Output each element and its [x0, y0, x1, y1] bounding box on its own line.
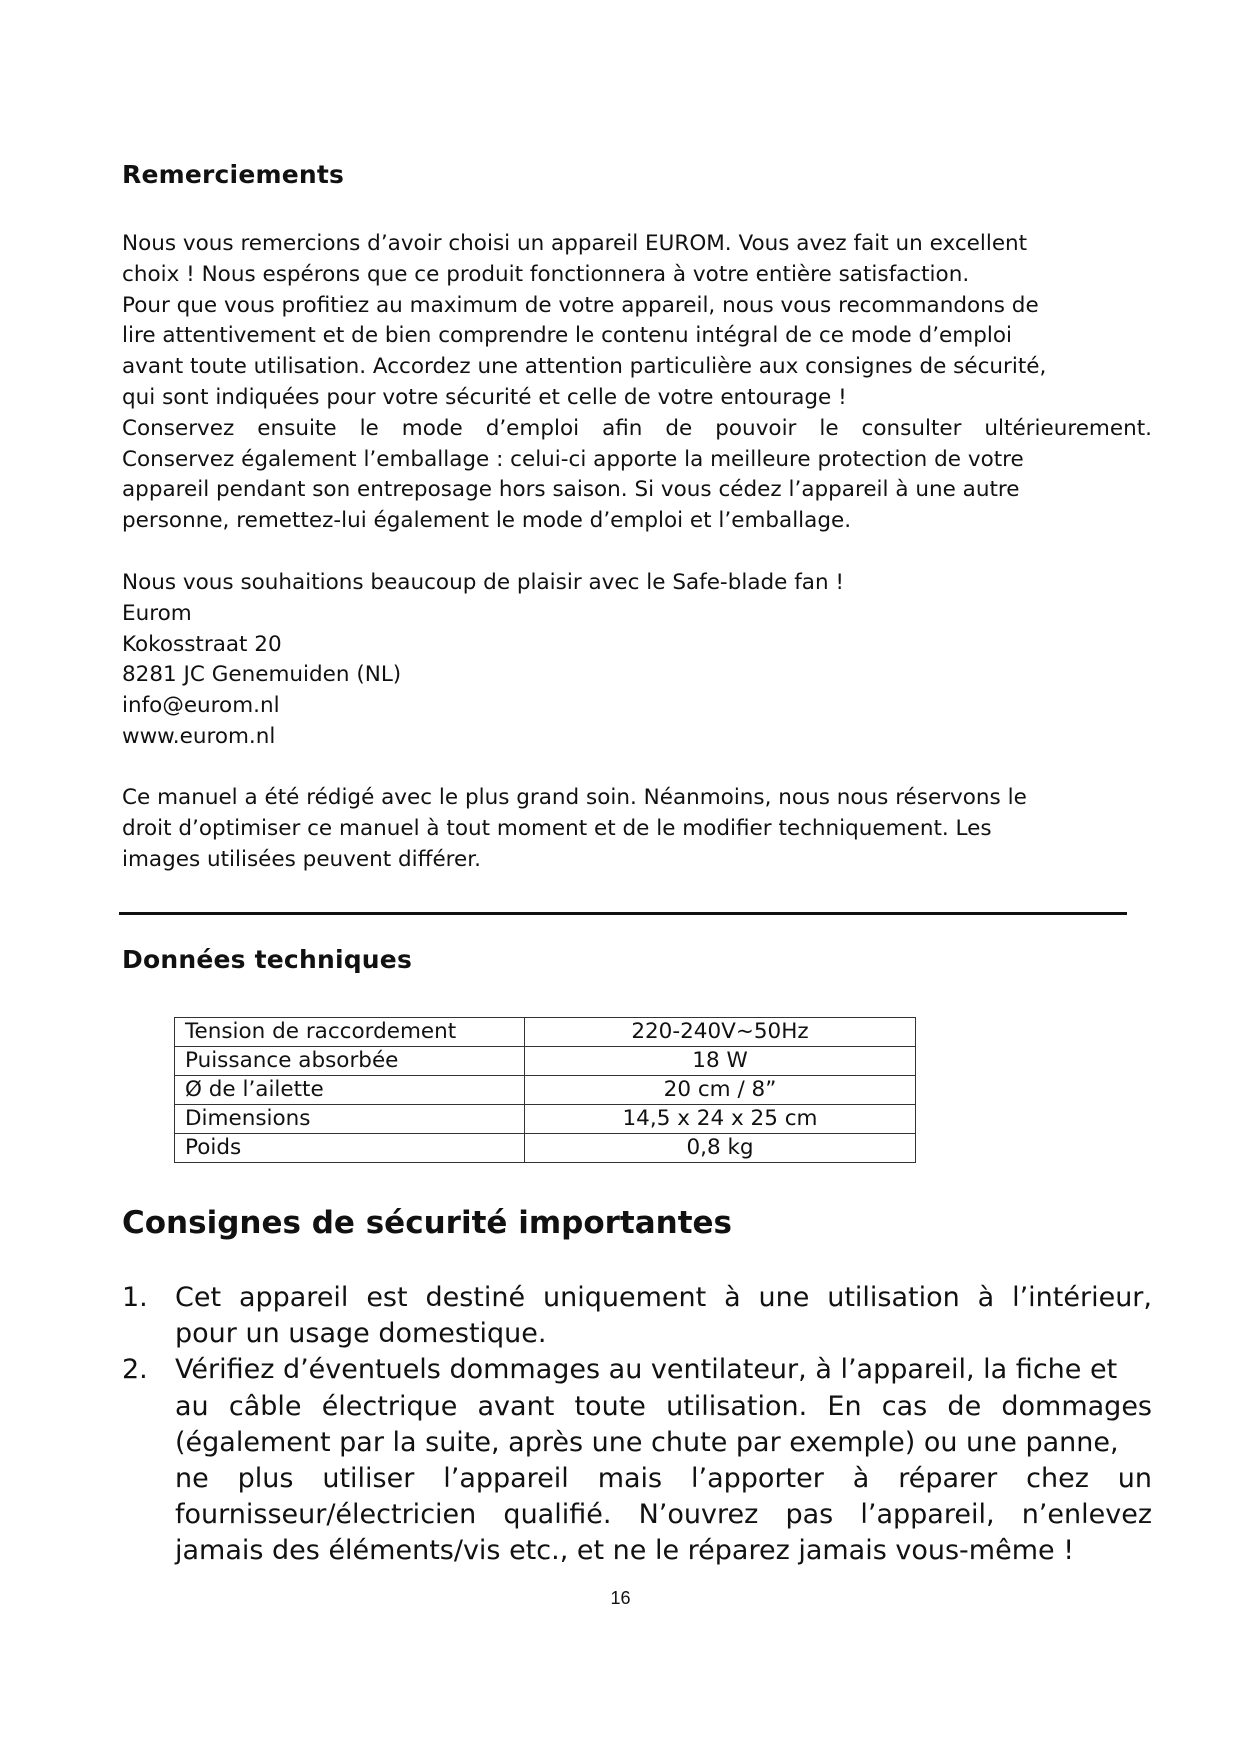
- spec-label: Ø de l’ailette: [175, 1076, 525, 1105]
- text-line: ne plus utiliser l’appareil mais l’apporter à réparer chez un: [175, 1463, 1152, 1495]
- spec-label: Poids: [175, 1134, 525, 1163]
- text-line: Vérifiez d’éventuels dommages au ventilateur, à l’appareil, la fiche et: [175, 1354, 1118, 1386]
- text-line: Cet appareil est destiné uniquement à une utilisation à l’intérieur,: [175, 1282, 1152, 1313]
- company-name: Eurom: [122, 600, 192, 626]
- text-line: choix ! Nous espérons que ce produit fonctionnera à votre entière satisfaction.: [122, 261, 970, 287]
- text-line: avant toute utilisation. Accordez une attention particulière aux consignes de sécurité,: [122, 354, 1047, 380]
- safety-list: [122, 1280, 1152, 1570]
- spec-label: Tension de raccordement: [175, 1018, 525, 1047]
- text-line: jamais des éléments/vis etc., et ne le réparez jamais vous-même !: [175, 1535, 1075, 1567]
- table-row: [175, 1076, 916, 1105]
- spec-label: Puissance absorbée: [175, 1047, 525, 1076]
- text-line: personne, remettez-lui également le mode d’emploi et l’emballage.: [122, 508, 852, 534]
- text-line: Conservez ensuite le mode d’emploi afin de pouvoir le consulter ultérieurement.: [122, 415, 1152, 441]
- text-line: Conservez également l’emballage : celui-ci apporte la meilleure protection de votre: [122, 446, 1024, 472]
- page-number: 16: [610, 1588, 631, 1608]
- safety-heading: Consignes de sécurité importantes: [122, 1205, 733, 1241]
- disclaimer-paragraph: [122, 783, 1162, 875]
- spec-value: 220-240V~50Hz: [525, 1018, 916, 1047]
- table-row: [175, 1105, 916, 1134]
- text-line: appareil pendant son entreposage hors saison. Si vous cédez l’appareil à une autre: [122, 477, 1020, 503]
- text-line: fournisseur/électricien qualifié. N’ouvrez pas l’appareil, n’enlevez: [175, 1499, 1152, 1531]
- specs-table: [174, 1017, 916, 1163]
- list-item: [122, 1280, 1152, 1352]
- address-city: 8281 JC Genemuiden (NL): [122, 662, 402, 688]
- table-row: [175, 1047, 916, 1076]
- table-row: [175, 1018, 916, 1047]
- text-line: (également par la suite, après une chute par exemple) ou une panne,: [175, 1426, 1119, 1458]
- text-line: Pour que vous profitiez au maximum de votre appareil, nous vous recommandons de: [122, 292, 1039, 318]
- thanks-heading: Remerciements: [122, 160, 345, 189]
- text-line: qui sont indiquées pour votre sécurité et celle de votre entourage !: [122, 384, 847, 410]
- text-line: Nous vous remercions d’avoir choisi un appareil EUROM. Vous avez fait un excellent: [122, 231, 1028, 256]
- contact-block: [122, 568, 1162, 753]
- text-line: au câble électrique avant toute utilisation. En cas de dommages: [175, 1390, 1152, 1422]
- spec-value: 20 cm / 8”: [525, 1076, 916, 1105]
- text-line: droit d’optimiser ce manuel à tout moment et de le modifier techniquement. Les: [122, 815, 992, 841]
- text-line: lire attentivement et de bien comprendre le contenu intégral de ce mode d’emploi: [122, 323, 1012, 349]
- spec-value: 14,5 x 24 x 25 cm: [525, 1105, 916, 1134]
- table-row: [175, 1134, 916, 1163]
- spec-label: Dimensions: [175, 1105, 525, 1134]
- address-street: Kokosstraat 20: [122, 631, 282, 657]
- closing-line: Nous vous souhaitions beaucoup de plaisir avec le Safe-blade fan !: [122, 570, 845, 595]
- specs-heading: Données techniques: [122, 945, 413, 974]
- contact-email: info@eurom.nl: [122, 693, 280, 719]
- contact-website: www.eurom.nl: [122, 723, 276, 749]
- text-line: Ce manuel a été rédigé avec le plus grand soin. Néanmoins, nous nous réservons le: [122, 785, 1027, 810]
- spec-value: 18 W: [525, 1047, 916, 1076]
- thanks-paragraph: [122, 229, 1162, 537]
- item-number: 1.: [122, 1282, 148, 1313]
- section-divider: [119, 912, 1127, 915]
- text-line: pour un usage domestique.: [175, 1318, 547, 1350]
- list-item: [122, 1352, 1152, 1569]
- item-number: 2.: [122, 1354, 148, 1386]
- text-line: images utilisées peuvent différer.: [122, 846, 481, 872]
- spec-value: 0,8 kg: [525, 1134, 916, 1163]
